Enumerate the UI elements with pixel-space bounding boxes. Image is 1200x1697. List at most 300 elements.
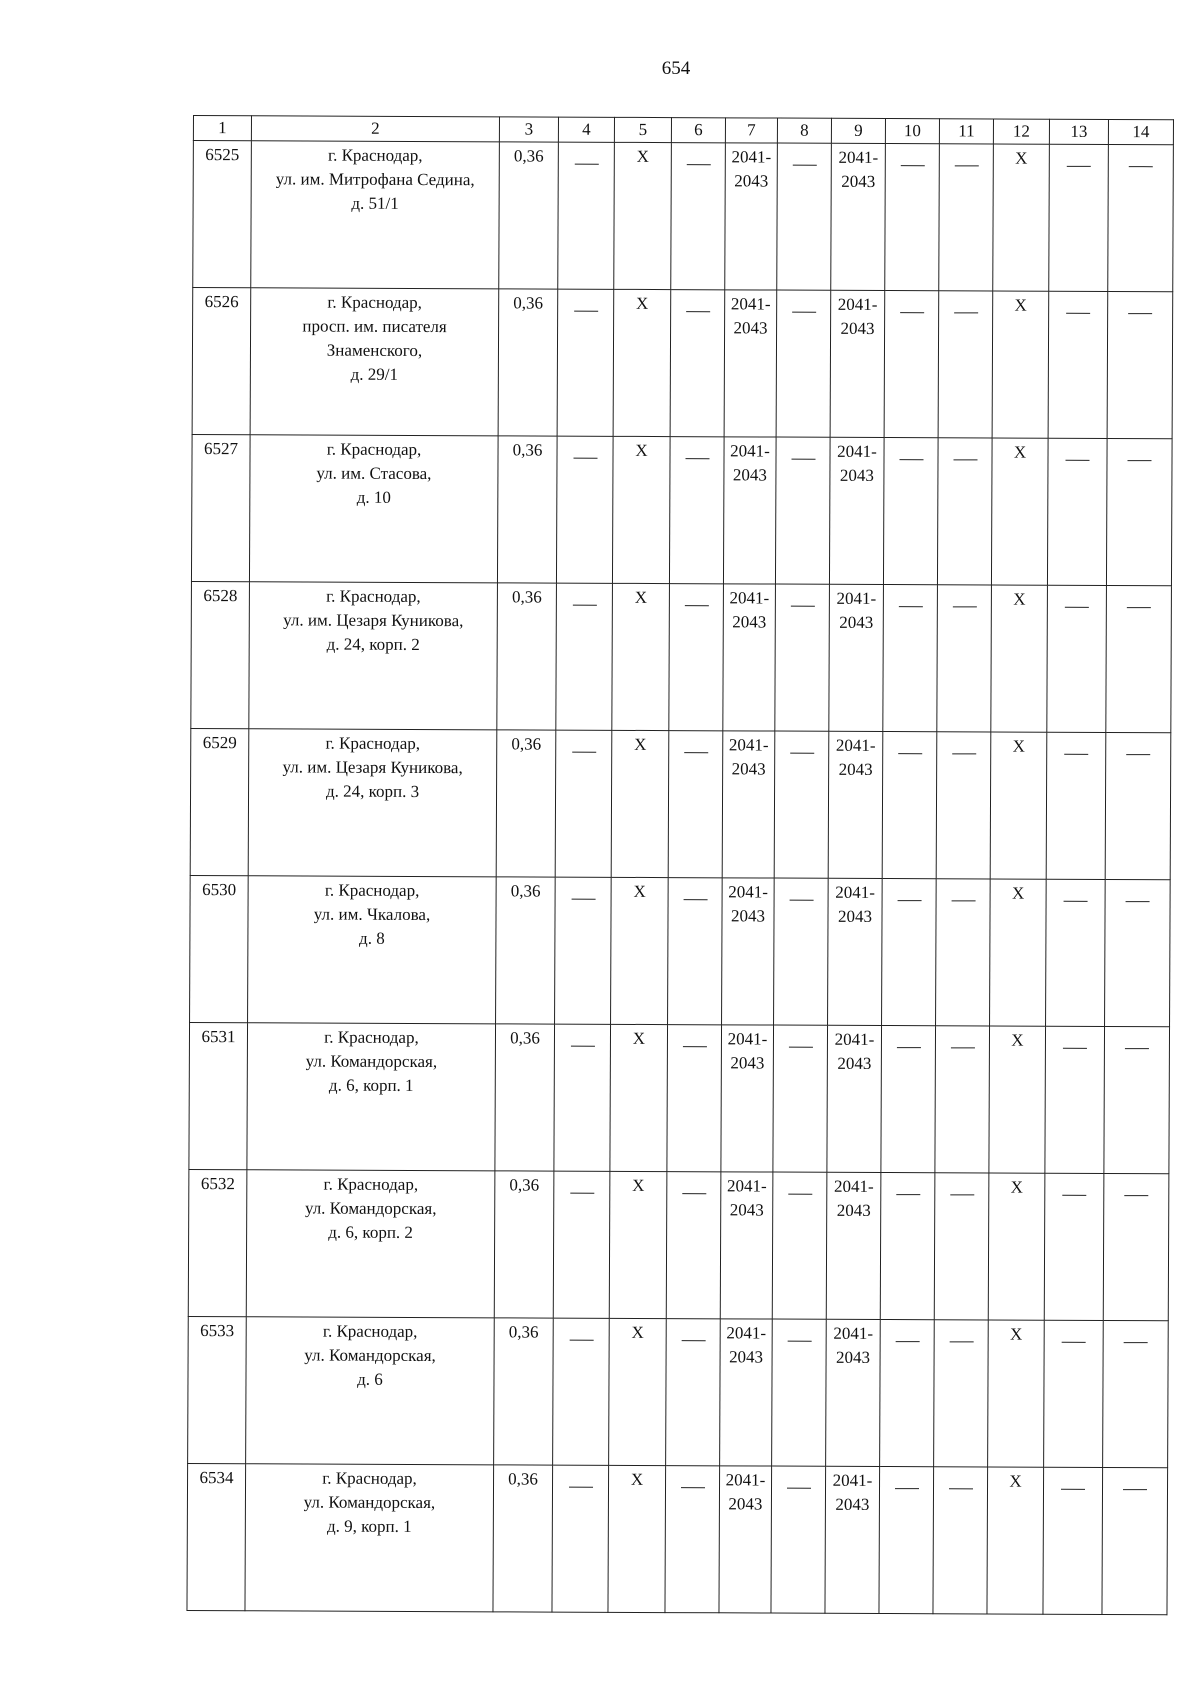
address-cell-line: г. Краснодар,: [323, 1174, 419, 1194]
empty-dash-cell: [880, 1320, 935, 1467]
empty-dash-cell: [1046, 879, 1106, 1026]
period-cell: [829, 437, 884, 584]
empty-dash-cell: [667, 1025, 722, 1172]
empty-dash-cell: [669, 437, 724, 584]
empty-dash-cell: [938, 291, 993, 438]
empty-dash-cell: [556, 436, 613, 583]
mark-cell: Х: [612, 436, 670, 583]
column-header: 11: [939, 119, 993, 144]
dash-mark: [681, 1487, 705, 1488]
period-cell-line: 2043: [841, 171, 876, 191]
dash-mark: [1064, 753, 1088, 754]
row-number: 6533: [188, 1316, 247, 1463]
empty-dash-cell: [882, 879, 937, 1026]
address-cell-line: г. Краснодар,: [324, 880, 420, 900]
value-cell: 0,36: [494, 1171, 554, 1318]
period-cell-line: 2043: [730, 906, 766, 926]
table-row: [193, 141, 1174, 292]
column-header: 13: [1049, 119, 1108, 144]
empty-dash-cell: [554, 1024, 611, 1171]
dash-mark: [570, 1045, 594, 1046]
empty-dash-cell: [772, 1319, 827, 1466]
period-cell-line: 2043: [837, 1053, 872, 1073]
dash-mark: [569, 1339, 593, 1340]
dash-mark: [573, 457, 597, 458]
address-cell-line: просп. им. писателя: [302, 316, 447, 337]
row-number: 6530: [190, 875, 249, 1022]
empty-dash-cell: [668, 878, 723, 1025]
column-header: 10: [885, 119, 939, 144]
address-cell: [248, 729, 497, 877]
period-cell-line: 2041-: [836, 588, 877, 608]
address-cell-line: г. Краснодар,: [322, 1468, 417, 1488]
empty-dash-cell: [1043, 1467, 1103, 1614]
dash-mark: [681, 1340, 705, 1341]
empty-dash-cell: [885, 144, 940, 291]
empty-dash-cell: [1044, 1173, 1104, 1320]
register-table: [186, 115, 1174, 1615]
table-row: [188, 1169, 1169, 1320]
mark-cell: Х: [992, 291, 1049, 438]
period-cell: [828, 731, 883, 878]
empty-dash-cell: [773, 1025, 828, 1172]
dash-mark: [1062, 1341, 1086, 1342]
period-cell: [723, 437, 776, 584]
address-cell-line: д. 29/1: [350, 364, 399, 384]
empty-dash-cell: [1047, 585, 1107, 732]
empty-dash-cell: [1049, 144, 1109, 291]
mark-cell: Х: [608, 1465, 666, 1612]
period-cell-line: 2043: [733, 318, 768, 338]
mark-cell: Х: [610, 1024, 668, 1171]
dash-mark: [953, 459, 977, 460]
empty-dash-cell: [880, 1173, 935, 1320]
period-cell-line: 2043: [840, 318, 875, 338]
dash-mark: [896, 1194, 920, 1195]
empty-dash-cell: [1102, 1467, 1168, 1614]
period-cell-line: 2043: [837, 906, 873, 926]
column-header: 4: [558, 117, 614, 142]
empty-dash-cell: [936, 879, 991, 1026]
period-cell: [829, 584, 884, 731]
mark-cell: Х: [993, 144, 1050, 291]
table-row: [192, 288, 1173, 439]
period-cell-line: 2041-: [729, 588, 770, 608]
dash-mark: [949, 1488, 973, 1489]
period-cell: [720, 1172, 773, 1319]
empty-dash-cell: [666, 1319, 721, 1466]
period-cell: [724, 290, 777, 437]
mark-cell: Х: [613, 289, 671, 436]
address-cell-line: г. Краснодар,: [326, 586, 421, 606]
dash-mark: [686, 164, 710, 165]
empty-dash-cell: [1104, 1026, 1170, 1173]
empty-dash-cell: [937, 585, 992, 732]
dash-mark: [952, 606, 976, 607]
empty-dash-cell: [777, 143, 832, 290]
period-cell: [721, 1025, 774, 1172]
period-cell-line: 2043: [836, 1200, 871, 1220]
period-cell-line: 2043: [731, 759, 766, 779]
period-cell-line: 2043: [835, 1494, 870, 1514]
dash-mark: [1061, 1488, 1085, 1489]
empty-dash-cell: [774, 731, 829, 878]
address-cell-line: д. 6, корп. 1: [328, 1075, 414, 1095]
value-cell: 0,36: [496, 730, 556, 877]
empty-dash-cell: [1044, 1320, 1104, 1467]
period-cell-line: 2041-: [834, 1029, 875, 1049]
mark-cell: Х: [987, 1467, 1044, 1614]
dash-mark: [685, 458, 709, 459]
period-cell-line: 2041-: [726, 1176, 767, 1196]
dash-mark: [898, 606, 922, 607]
period-cell-line: 2041-: [835, 735, 876, 755]
period-cell: [831, 143, 886, 290]
row-number: 6526: [192, 288, 251, 435]
row-number: 6528: [191, 581, 250, 728]
table-row: [190, 728, 1171, 879]
dash-mark: [896, 1047, 920, 1048]
address-cell-line: д. 10: [356, 487, 391, 507]
address-cell-line: г. Краснодар,: [326, 439, 422, 459]
empty-dash-cell: [1105, 732, 1171, 879]
address-cell-line: ул. Командорская,: [304, 1345, 436, 1366]
period-cell: [826, 1319, 881, 1466]
dash-mark: [1066, 312, 1090, 313]
dash-mark: [954, 165, 978, 166]
period-cell-line: 2041-: [728, 882, 768, 902]
address-cell-line: д. 6: [357, 1369, 383, 1389]
mark-cell: Х: [609, 1318, 667, 1465]
dash-mark: [900, 165, 924, 166]
period-cell-line: 2041-: [833, 1323, 874, 1343]
mark-cell: Х: [611, 877, 669, 1024]
empty-dash-cell: [934, 1320, 989, 1467]
address-cell-line: д. 24, корп. 2: [326, 634, 420, 654]
period-cell-line: 2043: [734, 171, 769, 191]
empty-dash-cell: [553, 1171, 610, 1318]
dash-mark: [1125, 1048, 1149, 1049]
dash-mark: [787, 1340, 811, 1341]
address-cell: [248, 876, 497, 1024]
address-cell: [246, 1317, 495, 1465]
empty-dash-cell: [771, 1466, 826, 1613]
empty-dash-cell: [934, 1173, 989, 1320]
period-cell-line: 2041-: [838, 147, 879, 167]
address-cell: [249, 582, 498, 730]
value-cell: 0,36: [499, 142, 559, 289]
empty-dash-cell: [774, 878, 829, 1025]
period-cell-line: 2041-: [837, 294, 878, 314]
address-cell-line: д. 6, корп. 2: [328, 1222, 413, 1242]
empty-dash-cell: [939, 144, 994, 291]
dash-mark: [788, 1046, 812, 1047]
empty-dash-cell: [552, 1465, 609, 1612]
address-cell-line: г. Краснодар,: [328, 145, 423, 166]
address-cell-line: д. 51/1: [351, 193, 399, 213]
empty-dash-cell: [555, 877, 612, 1024]
period-cell-line: 2043: [839, 465, 874, 485]
value-cell: 0,36: [494, 1318, 554, 1465]
empty-dash-cell: [557, 289, 614, 436]
empty-dash-cell: [772, 1172, 827, 1319]
period-cell-line: 2041-: [833, 1176, 874, 1196]
dash-mark: [683, 899, 707, 900]
dash-mark: [1064, 900, 1088, 901]
column-header: 2: [251, 116, 499, 142]
column-header: 14: [1108, 119, 1173, 144]
mark-cell: Х: [991, 585, 1048, 732]
address-cell-line: ул. Командорская,: [305, 1051, 438, 1072]
mark-cell: Х: [991, 438, 1048, 585]
empty-dash-cell: [879, 1467, 934, 1614]
address-cell-line: ул. им. Цезаря Куникова,: [282, 757, 463, 778]
dash-mark: [951, 900, 975, 901]
dash-mark: [574, 163, 598, 164]
row-number: 6525: [193, 141, 252, 288]
mark-cell: Х: [988, 1320, 1045, 1467]
empty-dash-cell: [553, 1318, 610, 1465]
dash-mark: [1124, 1195, 1148, 1196]
value-cell: 0,36: [495, 1024, 555, 1171]
empty-dash-cell: [665, 1466, 720, 1613]
table-row: [188, 1316, 1169, 1467]
empty-dash-cell: [775, 584, 830, 731]
empty-dash-cell: [671, 143, 726, 290]
period-cell: [825, 1466, 880, 1613]
address-cell: [246, 1170, 495, 1318]
empty-dash-cell: [882, 732, 937, 879]
dash-mark: [1128, 313, 1152, 314]
dash-mark: [787, 1487, 811, 1488]
dash-mark: [684, 752, 708, 753]
empty-dash-cell: [933, 1467, 988, 1614]
page-number: 654: [661, 58, 691, 79]
dash-mark: [949, 1341, 973, 1342]
period-cell-line: 2043: [729, 1347, 764, 1367]
dash-mark: [1128, 460, 1152, 461]
dash-mark: [1129, 166, 1153, 167]
period-cell-line: 2041-: [727, 1029, 768, 1049]
empty-dash-cell: [776, 290, 831, 437]
dash-mark: [572, 751, 596, 752]
dash-mark: [950, 1047, 974, 1048]
empty-dash-cell: [668, 731, 723, 878]
dash-mark: [682, 1193, 706, 1194]
address-cell-line: ул. им. Стасова,: [316, 463, 432, 484]
period-cell-line: 2041-: [832, 1470, 873, 1490]
address-cell-line: ул. им. Митрофана Седина,: [275, 169, 475, 190]
dash-mark: [952, 753, 976, 754]
address-cell-line: г. Краснодар,: [325, 733, 421, 753]
row-number: 6531: [189, 1022, 248, 1169]
dash-mark: [1065, 606, 1089, 607]
empty-dash-cell: [1047, 438, 1107, 585]
address-cell-line: ул. им. Цезаря Куникова,: [283, 610, 464, 631]
period-cell: [723, 584, 776, 731]
period-cell-line: 2041-: [730, 441, 770, 461]
empty-dash-cell: [555, 730, 612, 877]
column-header: 1: [193, 116, 251, 141]
period-cell-line: 2043: [836, 1347, 871, 1367]
empty-dash-cell: [937, 438, 992, 585]
dash-mark: [684, 605, 708, 606]
dash-mark: [897, 900, 921, 901]
dash-mark: [898, 753, 922, 754]
mark-cell: Х: [990, 879, 1047, 1026]
period-cell-line: 2041-: [728, 735, 769, 755]
empty-dash-cell: [1106, 438, 1172, 585]
table-row: [189, 1022, 1170, 1173]
dash-mark: [569, 1486, 593, 1487]
empty-dash-cell: [1048, 291, 1108, 438]
address-cell: [250, 288, 499, 436]
mark-cell: Х: [989, 1026, 1046, 1173]
dash-mark: [1066, 459, 1090, 460]
dash-mark: [900, 312, 924, 313]
address-cell-line: ул. Командорская,: [304, 1198, 437, 1219]
period-cell-line: 2043: [838, 759, 873, 779]
address-cell-line: г. Краснодар,: [324, 1027, 419, 1047]
period-cell-line: 2043: [729, 1200, 764, 1220]
dash-mark: [899, 459, 923, 460]
empty-dash-cell: [1045, 1026, 1105, 1173]
value-cell: 0,36: [497, 583, 557, 730]
period-cell-line: 2043: [839, 612, 874, 632]
period-cell: [719, 1466, 772, 1613]
period-cell: [827, 1025, 882, 1172]
empty-dash-cell: [884, 291, 939, 438]
empty-dash-cell: [883, 585, 938, 732]
address-cell-line: д. 8: [359, 928, 385, 948]
dash-mark: [1063, 1047, 1087, 1048]
address-cell-line: д. 24, корп. 3: [325, 781, 420, 801]
dash-mark: [895, 1341, 919, 1342]
address-cell-line: ул. им. Чкалова,: [313, 904, 431, 925]
row-number: 6534: [187, 1463, 246, 1610]
empty-dash-cell: [883, 438, 938, 585]
empty-dash-cell: [935, 1026, 990, 1173]
period-cell-line: 2041-: [730, 294, 771, 314]
dash-mark: [682, 1046, 706, 1047]
period-cell-line: 2043: [730, 1053, 765, 1073]
dash-mark: [686, 311, 710, 312]
period-cell: [725, 143, 778, 290]
value-cell: 0,36: [497, 436, 557, 583]
empty-dash-cell: [1105, 879, 1171, 1026]
dash-mark: [950, 1194, 974, 1195]
dash-mark: [789, 899, 813, 900]
empty-dash-cell: [936, 732, 991, 879]
empty-dash-cell: [670, 290, 725, 437]
dash-mark: [574, 310, 598, 311]
column-header: 9: [831, 118, 885, 143]
dash-mark: [895, 1488, 919, 1489]
empty-dash-cell: [881, 1026, 936, 1173]
period-cell: [722, 731, 775, 878]
row-number: 6529: [190, 728, 249, 875]
dash-mark: [954, 312, 978, 313]
period-cell-line: 2041-: [731, 147, 772, 167]
empty-dash-cell: [666, 1172, 721, 1319]
address-cell: [247, 1023, 496, 1171]
period-cell: [722, 878, 775, 1025]
period-cell: [828, 878, 883, 1025]
period-cell-line: 2041-: [725, 1470, 766, 1490]
row-number: 6532: [188, 1169, 247, 1316]
empty-dash-cell: [558, 142, 615, 289]
empty-dash-cell: [1103, 1173, 1169, 1320]
address-cell-line: ул. Командорская,: [303, 1492, 436, 1513]
table-row: [191, 581, 1172, 732]
address-cell-line: г. Краснодар,: [322, 1321, 418, 1341]
period-cell: [826, 1172, 881, 1319]
dash-mark: [792, 164, 816, 165]
dash-mark: [1126, 901, 1150, 902]
value-cell: 0,36: [493, 1465, 553, 1612]
value-cell: 0,36: [496, 877, 556, 1024]
empty-dash-cell: [556, 583, 613, 730]
mark-cell: Х: [614, 142, 672, 289]
period-cell: [830, 290, 885, 437]
value-cell: 0,36: [498, 289, 558, 436]
address-cell: [245, 1464, 494, 1612]
column-header: 8: [777, 118, 831, 143]
dash-mark: [570, 1192, 594, 1193]
empty-dash-cell: [1108, 144, 1174, 291]
empty-dash-cell: [775, 437, 830, 584]
dash-mark: [1123, 1489, 1147, 1490]
period-cell-line: 2043: [728, 1494, 763, 1514]
period-cell-line: 2041-: [835, 882, 875, 902]
dash-mark: [1067, 165, 1091, 166]
empty-dash-cell: [1106, 585, 1172, 732]
dash-mark: [788, 1193, 812, 1194]
dash-mark: [1126, 754, 1150, 755]
mark-cell: Х: [988, 1173, 1045, 1320]
mark-cell: Х: [990, 732, 1047, 879]
empty-dash-cell: [1103, 1320, 1169, 1467]
period-cell: [720, 1319, 773, 1466]
dash-mark: [1062, 1194, 1086, 1195]
mark-cell: Х: [611, 730, 669, 877]
period-cell-line: 2041-: [837, 441, 877, 461]
dash-mark: [792, 311, 816, 312]
mark-cell: Х: [612, 583, 670, 730]
dash-mark: [791, 458, 815, 459]
address-cell: [251, 141, 500, 289]
dash-mark: [571, 898, 595, 899]
column-header: 3: [499, 117, 558, 142]
column-header: 7: [725, 118, 777, 143]
table-row: [190, 875, 1171, 1026]
address-cell-line: Знаменского,: [326, 340, 423, 361]
period-cell-line: 2041-: [726, 1323, 767, 1343]
address-cell-line: д. 9, корп. 1: [326, 1516, 412, 1536]
address-cell: [249, 435, 498, 583]
period-cell-line: 2043: [732, 612, 767, 632]
column-header: 6: [671, 118, 725, 143]
column-header: 12: [993, 119, 1049, 144]
row-number: 6527: [191, 434, 250, 581]
mark-cell: Х: [609, 1171, 667, 1318]
dash-mark: [1127, 607, 1151, 608]
table-row: [187, 1463, 1168, 1614]
dash-mark: [790, 605, 814, 606]
table-row: [191, 434, 1172, 585]
dash-mark: [790, 752, 814, 753]
address-cell-line: г. Краснодар,: [327, 292, 422, 313]
